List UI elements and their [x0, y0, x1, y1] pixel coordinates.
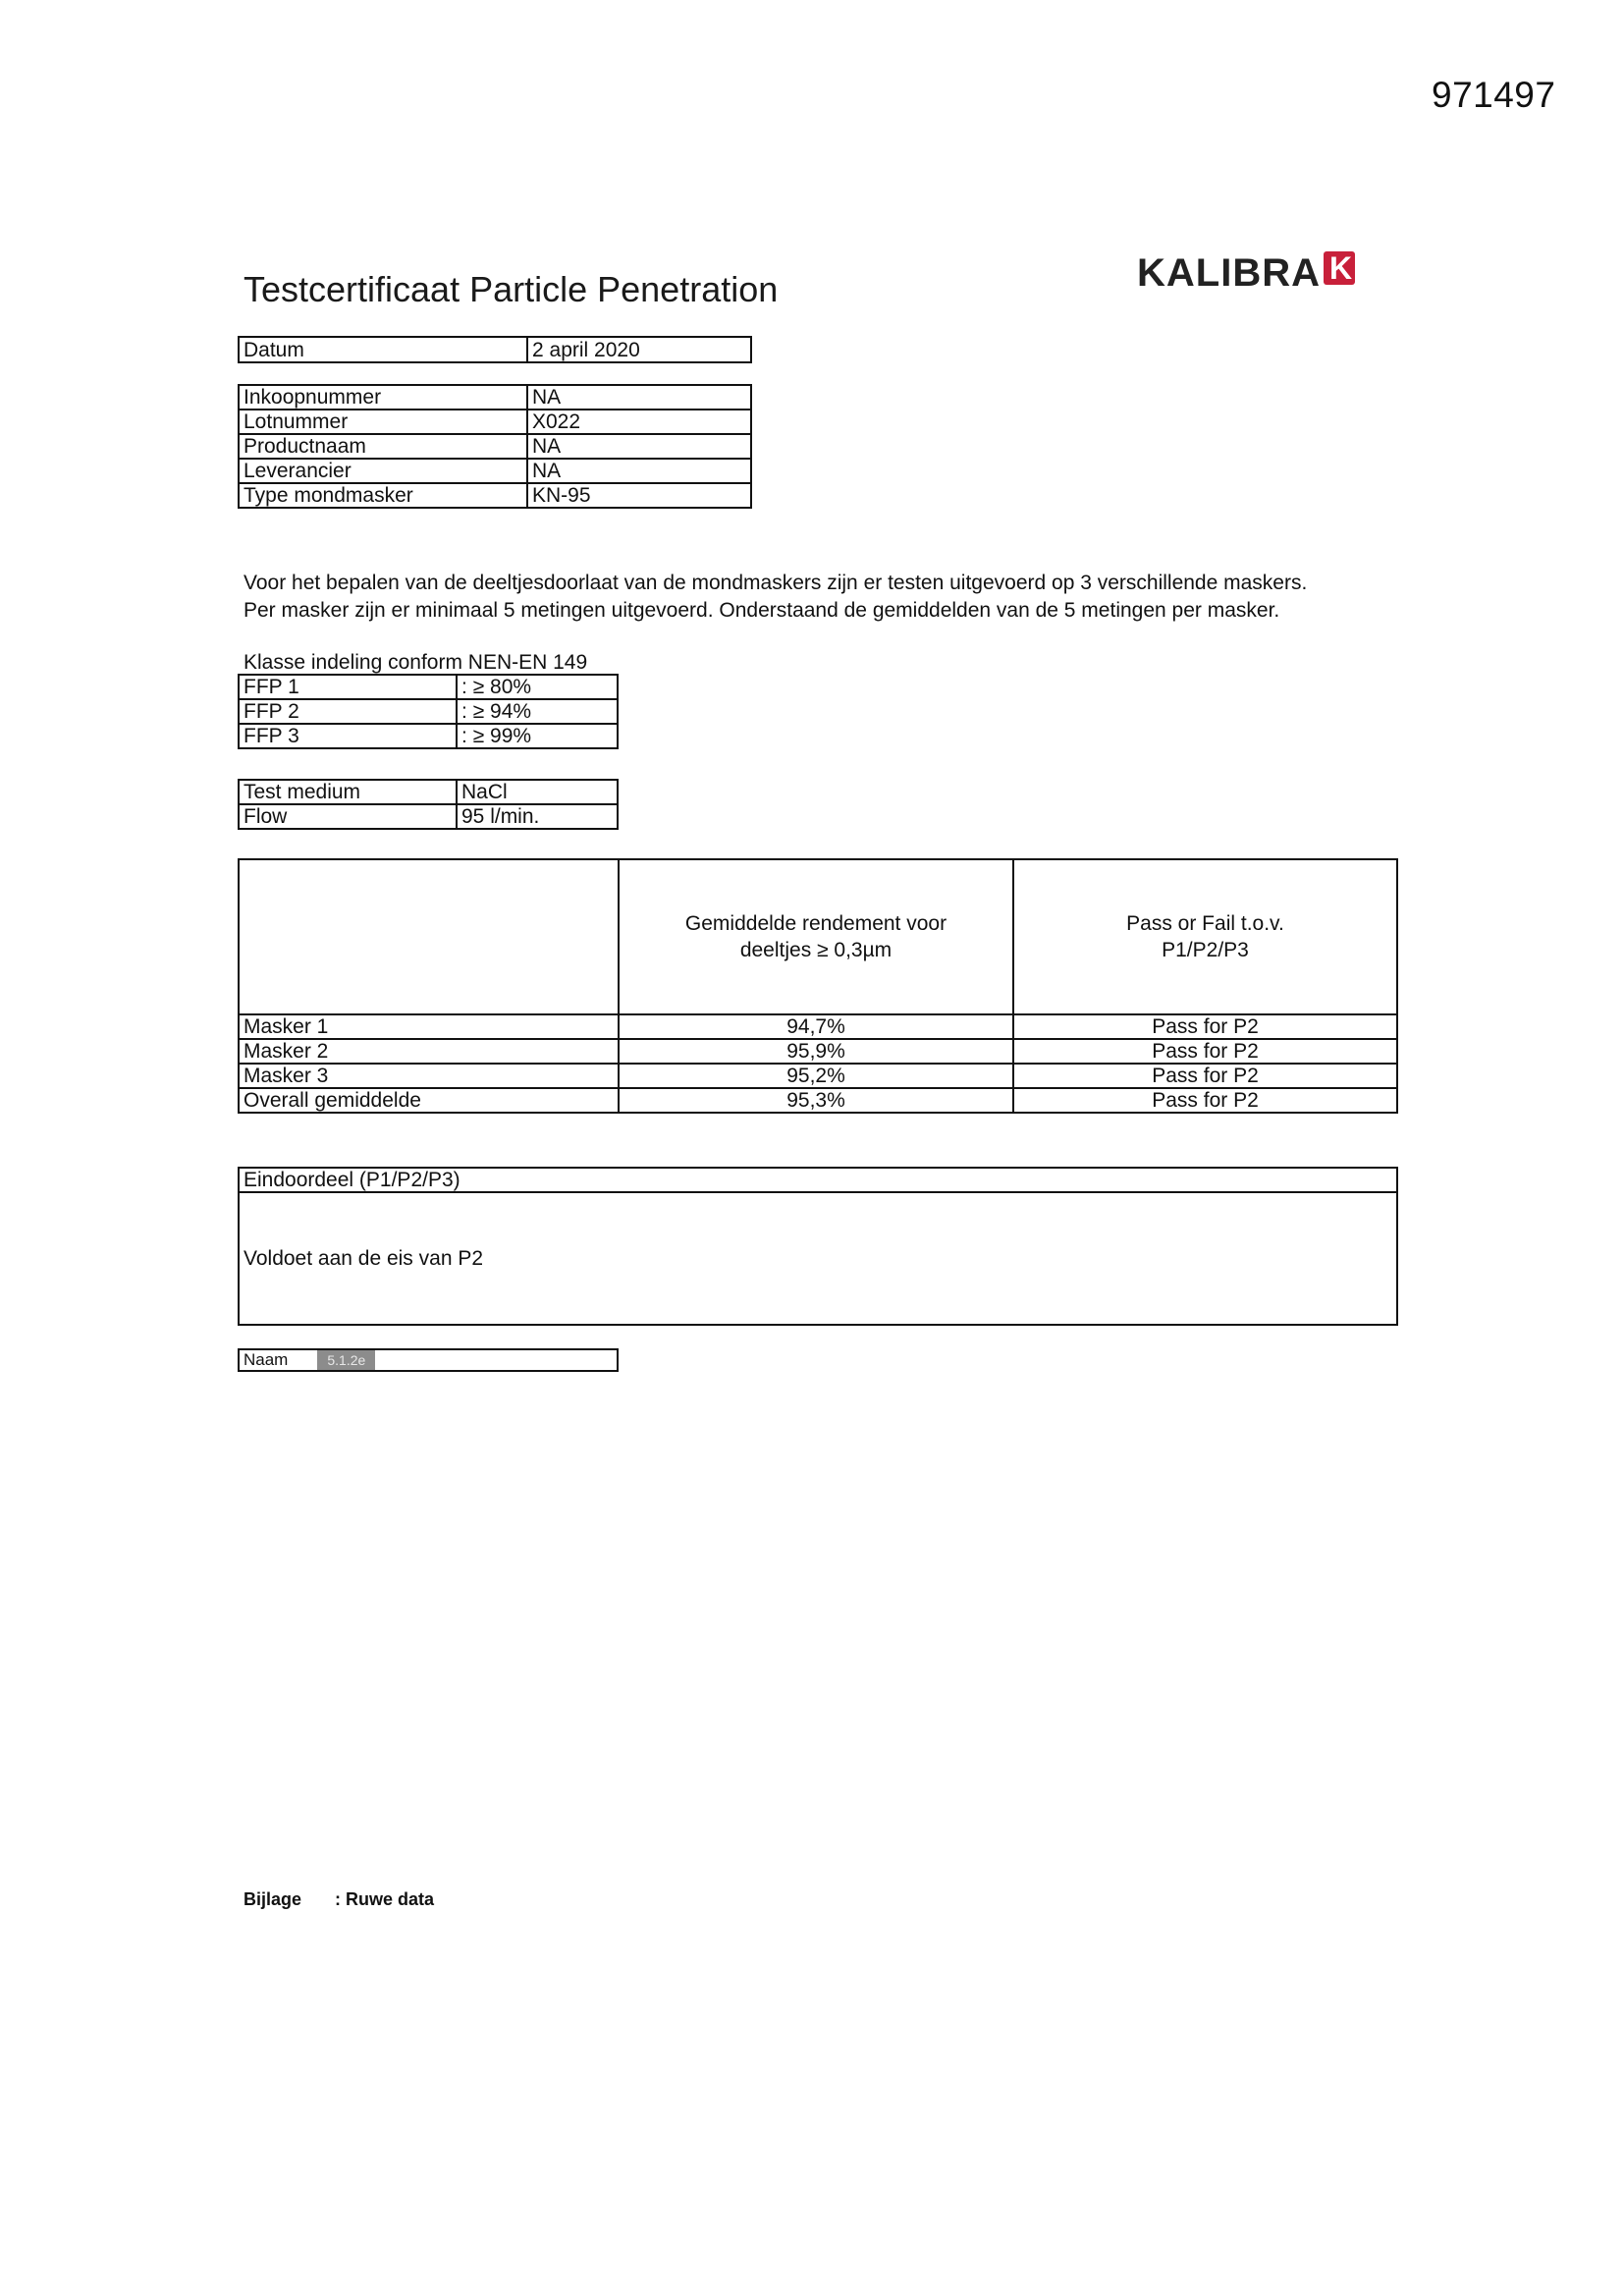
- test-medium-table: [238, 779, 619, 830]
- table-row: [239, 1168, 1397, 1192]
- masker-label: Masker 1: [239, 1014, 619, 1039]
- table-row: [239, 724, 618, 748]
- product-value: NA: [527, 385, 751, 410]
- product-label: Leverancier: [239, 459, 527, 483]
- table-header-row: [239, 859, 1397, 1014]
- product-info-table: [238, 384, 752, 509]
- page-title: Testcertificaat Particle Penetration: [244, 269, 779, 309]
- bijlage-label: Bijlage: [244, 1889, 302, 1909]
- product-label: Type mondmasker: [239, 483, 527, 508]
- table-row: [239, 1349, 618, 1371]
- table-row: [239, 337, 751, 362]
- header-line: P1/P2/P3: [1162, 939, 1249, 961]
- datum-table: [238, 336, 752, 363]
- table-row: [239, 699, 618, 724]
- kalibra-logo: [1137, 251, 1363, 302]
- klasse-label: FFP 1: [239, 675, 457, 699]
- logo-k-icon: [1324, 251, 1355, 285]
- table-row: [239, 675, 618, 699]
- header-line: deeltjes ≥ 0,3µm: [739, 939, 893, 961]
- logo-text: KALIBRA: [1137, 251, 1321, 295]
- medium-label: Flow: [239, 804, 457, 829]
- eindoordeel-label: Eindoordeel (P1/P2/P3): [239, 1168, 1397, 1192]
- klasse-label: FFP 3: [239, 724, 457, 748]
- pass-fail-value: Pass for P2: [1013, 1088, 1397, 1113]
- datum-label: Datum: [239, 337, 527, 362]
- product-value: KN-95: [527, 483, 751, 508]
- table-row: [239, 780, 618, 804]
- table-row: [239, 385, 751, 410]
- results-header-pass-fail: [1013, 859, 1397, 1014]
- klasse-table: [238, 674, 619, 749]
- table-row: [239, 1088, 1397, 1113]
- rendement-value: 95,2%: [619, 1064, 1013, 1088]
- document-number: 971497: [1432, 75, 1556, 115]
- pass-fail-value: Pass for P2: [1013, 1039, 1397, 1064]
- naam-label: Naam: [244, 1350, 289, 1369]
- medium-value: 95 l/min.: [457, 804, 618, 829]
- results-table: [238, 858, 1398, 1114]
- table-row: [239, 434, 751, 459]
- product-label: Lotnummer: [239, 410, 527, 434]
- table-row: [239, 804, 618, 829]
- product-label: Productnaam: [239, 434, 527, 459]
- redaction-badge: 5.1.2e: [317, 1350, 375, 1370]
- naam-table: [238, 1348, 619, 1372]
- masker-label: Overall gemiddelde: [239, 1088, 619, 1113]
- masker-label: Masker 2: [239, 1039, 619, 1064]
- header-line: Pass or Fail t.o.v.: [1126, 912, 1284, 935]
- intro-text: [244, 570, 1307, 625]
- naam-cell: [239, 1349, 618, 1371]
- results-header-empty: [239, 859, 619, 1014]
- table-row: [239, 1192, 1397, 1325]
- masker-label: Masker 3: [239, 1064, 619, 1088]
- klasse-label: FFP 2: [239, 699, 457, 724]
- eindoordeel-table: [238, 1167, 1398, 1326]
- logo-mark-letter: K: [1329, 250, 1353, 286]
- medium-label: Test medium: [239, 780, 457, 804]
- pass-fail-value: Pass for P2: [1013, 1014, 1397, 1039]
- datum-value: 2 april 2020: [527, 337, 751, 362]
- table-row: [239, 1014, 1397, 1039]
- klasse-heading: Klasse indeling conform NEN-EN 149: [244, 651, 588, 674]
- bijlage-line: [244, 1889, 434, 1910]
- header-line: Gemiddelde rendement voor: [684, 912, 947, 935]
- rendement-value: 95,3%: [619, 1088, 1013, 1113]
- intro-line: Per masker zijn er minimaal 5 metingen uitgevoerd. Onderstaand de gemiddelden van de 5 metingen per masker.: [244, 599, 1280, 622]
- medium-value: NaCl: [457, 780, 618, 804]
- intro-line: Voor het bepalen van de deeltjesdoorlaat van de mondmaskers zijn er testen uitgevoerd op 3 verschillende maskers.: [244, 572, 1308, 594]
- klasse-value: : ≥ 99%: [457, 724, 618, 748]
- table-row: [239, 1039, 1397, 1064]
- table-row: [239, 1064, 1397, 1088]
- rendement-value: 95,9%: [619, 1039, 1013, 1064]
- table-row: [239, 410, 751, 434]
- rendement-value: 94,7%: [619, 1014, 1013, 1039]
- product-value: NA: [527, 434, 751, 459]
- pass-fail-value: Pass for P2: [1013, 1064, 1397, 1088]
- klasse-value: : ≥ 80%: [457, 675, 618, 699]
- eindoordeel-text: Voldoet aan de eis van P2: [239, 1192, 1397, 1325]
- table-row: [239, 483, 751, 508]
- product-value: NA: [527, 459, 751, 483]
- bijlage-value: : Ruwe data: [335, 1889, 435, 1909]
- table-row: [239, 459, 751, 483]
- klasse-value: : ≥ 94%: [457, 699, 618, 724]
- product-label: Inkoopnummer: [239, 385, 527, 410]
- results-header-rendement: [619, 859, 1013, 1014]
- product-value: X022: [527, 410, 751, 434]
